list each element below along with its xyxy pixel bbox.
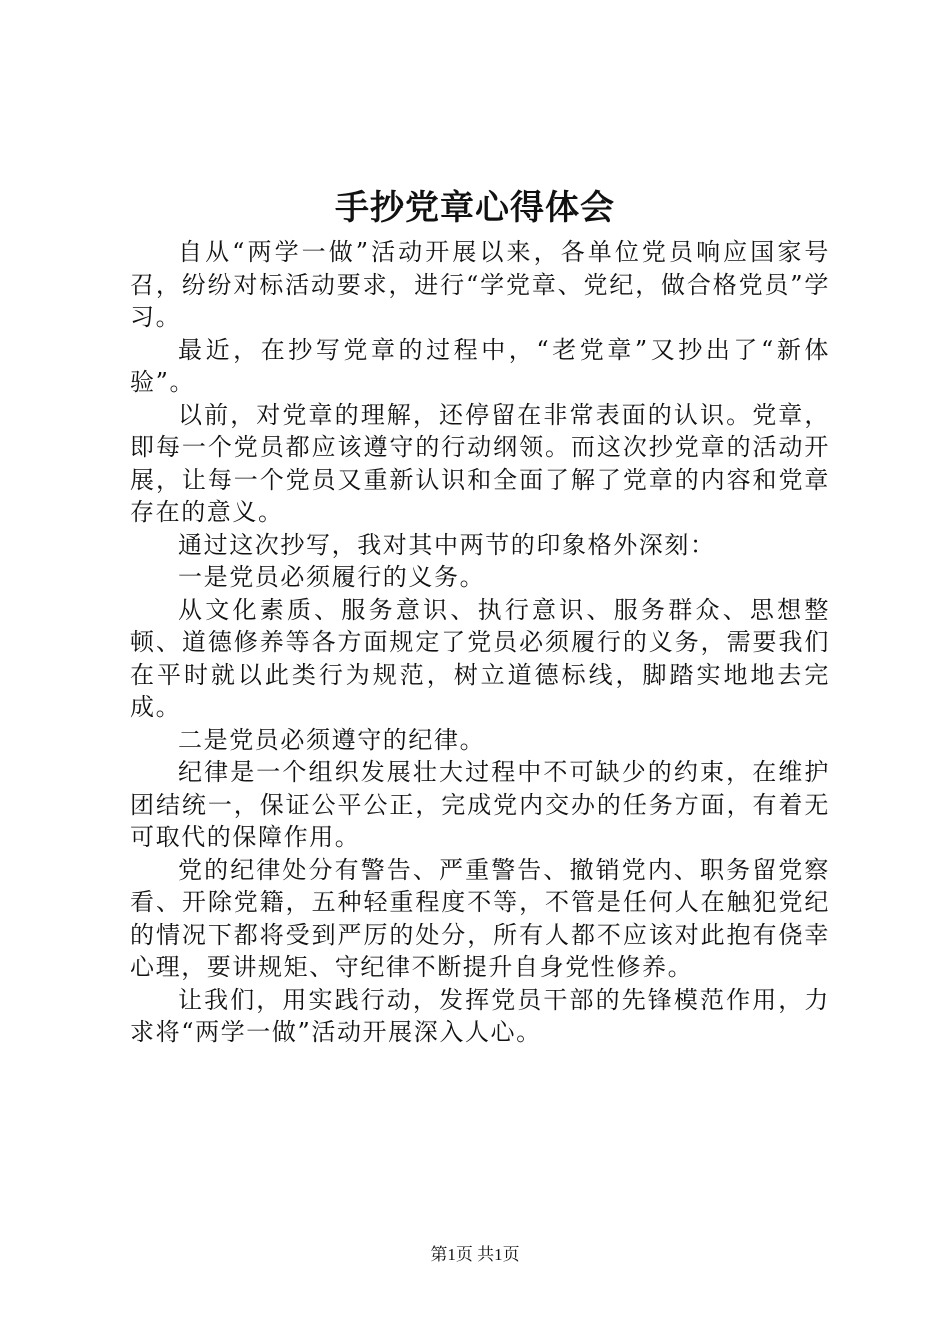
paragraph-2: 最近，在抄写党章的过程中，“老党章”又抄出了“新体验”。 <box>130 335 830 396</box>
paragraph-3: 以前，对党章的理解，还停留在非常表面的认识。党章，即每一个党员都应该遵守的行动纲领。而这次抄党章的活动开展，让每一个党员又重新认识和全面了解了党章的内容和党章存在的意义。 <box>130 400 830 526</box>
paragraph-4: 通过这次抄写，我对其中两节的印象格外深刻： <box>178 530 716 559</box>
paragraph-8: 纪律是一个组织发展壮大过程中不可缺少的约束，在维护团结统一，保证公平公正，完成党内交办的任务方面，有着无可取代的保障作用。 <box>130 758 830 851</box>
paragraph-10: 让我们，用实践行动，发挥党员干部的先锋模范作用，力求将“两学一做”活动开展深入人心。 <box>130 985 830 1046</box>
paragraph-7: 二是党员必须遵守的纪律。 <box>178 725 486 754</box>
page-footer: 第1页 共1页 <box>430 1245 520 1264</box>
document-body <box>130 236 830 1049</box>
paragraph-5: 一是党员必须履行的义务。 <box>178 563 486 591</box>
paragraph-1: 自从“两学一做”活动开展以来，各单位党员响应国家号召，纷纷对标活动要求，进行“学党章、党纪，做合格党员”学习。 <box>130 238 830 331</box>
paragraph-9: 党的纪律处分有警告、严重警告、撤销党内、职务留党察看、开除党籍，五种轻重程度不等，不管是任何人在触犯党纪的情况下都将受到严厉的处分，所有人都不应该对此抱有侥幸心理，要讲规矩、守纪律不断提升自身党性修养。 <box>130 855 830 981</box>
document-title: 手抄党章心得体会 <box>335 188 615 228</box>
paragraph-6: 从文化素质、服务意识、执行意识、服务群众、思想整顿、道德修养等各方面规定了党员必须履行的义务，需要我们在平时就以此类行为规范，树立道德标线，脚踏实地地去完成。 <box>130 595 830 721</box>
